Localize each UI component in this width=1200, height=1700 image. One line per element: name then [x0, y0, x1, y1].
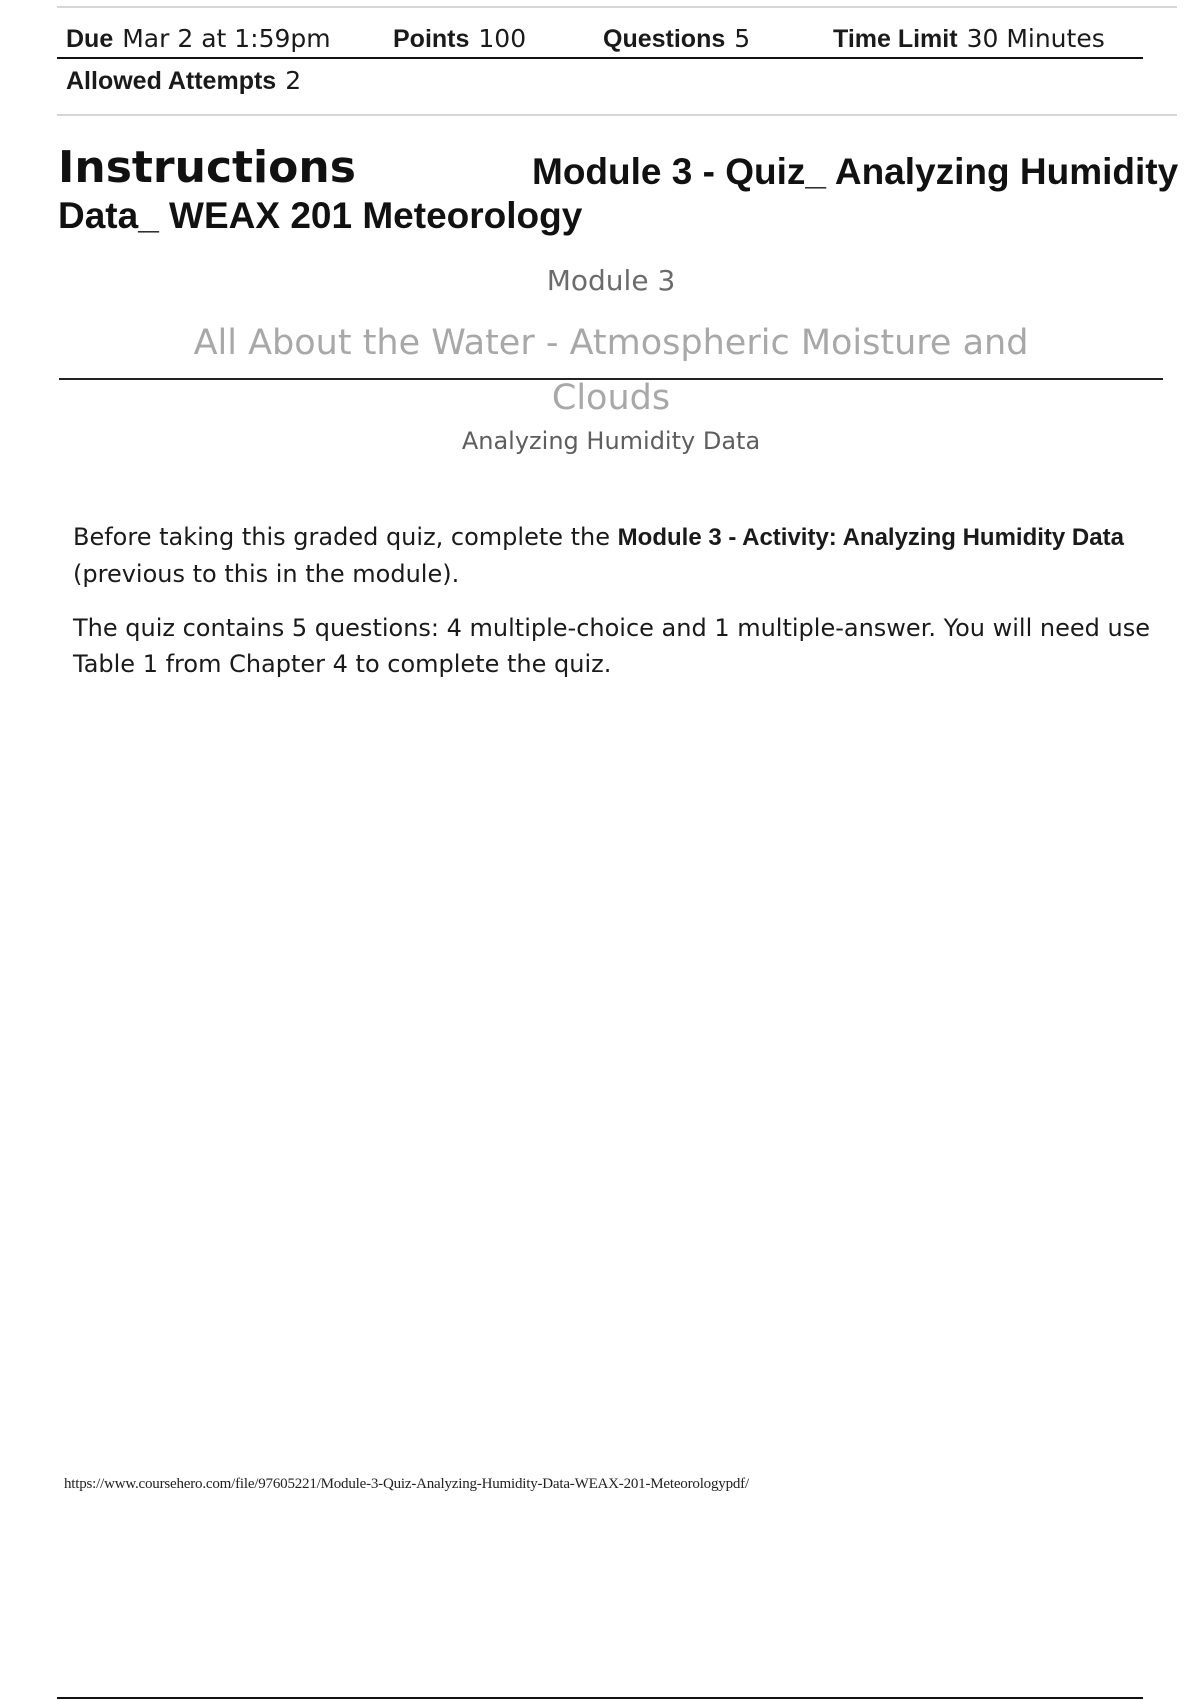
- paragraph-1-outro: (previous to this in the module).: [73, 560, 460, 588]
- module-label: Module 3: [546, 264, 676, 297]
- meta-bottom-divider: [57, 114, 1177, 116]
- due-label: Due: [66, 25, 114, 53]
- due-value: Mar 2 at 1:59pm: [122, 24, 331, 53]
- questions-value: 5: [734, 24, 751, 53]
- time-limit-value: 30 Minutes: [966, 24, 1105, 53]
- module-subtitle-line-2: Clouds: [551, 378, 671, 418]
- time-limit: [833, 24, 1105, 54]
- source-url: https://www.coursehero.com/file/97605221/Module-3-Quiz-Analyzing-Humidity-Data-WEAX-201-Meteorologypdf/: [64, 1476, 749, 1492]
- quiz-title-line-1: Module 3 - Quiz_ Analyzing Humidity: [532, 151, 1179, 192]
- time-limit-label: Time Limit: [833, 25, 958, 53]
- instructions-paragraph-1: [73, 519, 1153, 592]
- question-count: [603, 24, 750, 54]
- points-value: 100: [478, 24, 527, 53]
- instructions-heading: Instructions: [58, 142, 356, 193]
- questions-label: Questions: [603, 25, 726, 53]
- activity-reference: Module 3 - Activity: Analyzing Humidity Data: [617, 524, 1124, 551]
- due-date: [66, 24, 331, 54]
- quiz-title-line-2: Data_ WEAX 201 Meteorology: [58, 195, 583, 236]
- allowed-attempts: [66, 66, 301, 96]
- meta-divider: [57, 57, 1143, 59]
- points-label: Points: [393, 25, 470, 53]
- module-topic: Analyzing Humidity Data: [461, 427, 761, 455]
- points: [393, 24, 526, 54]
- module-subtitle-line-1: All About the Water - Atmospheric Moisture and: [193, 323, 1029, 363]
- bottom-divider: [57, 1697, 1143, 1699]
- instructions-paragraph-2: The quiz contains 5 questions: 4 multiple-choice and 1 multiple-answer. You will need use Table 1 from Chapter 4 to complete the quiz.: [73, 614, 1150, 678]
- attempts-value: 2: [285, 66, 302, 95]
- top-divider: [57, 6, 1177, 8]
- paragraph-1-intro: Before taking this graded quiz, complete the: [73, 523, 618, 551]
- attempts-label: Allowed Attempts: [66, 67, 277, 95]
